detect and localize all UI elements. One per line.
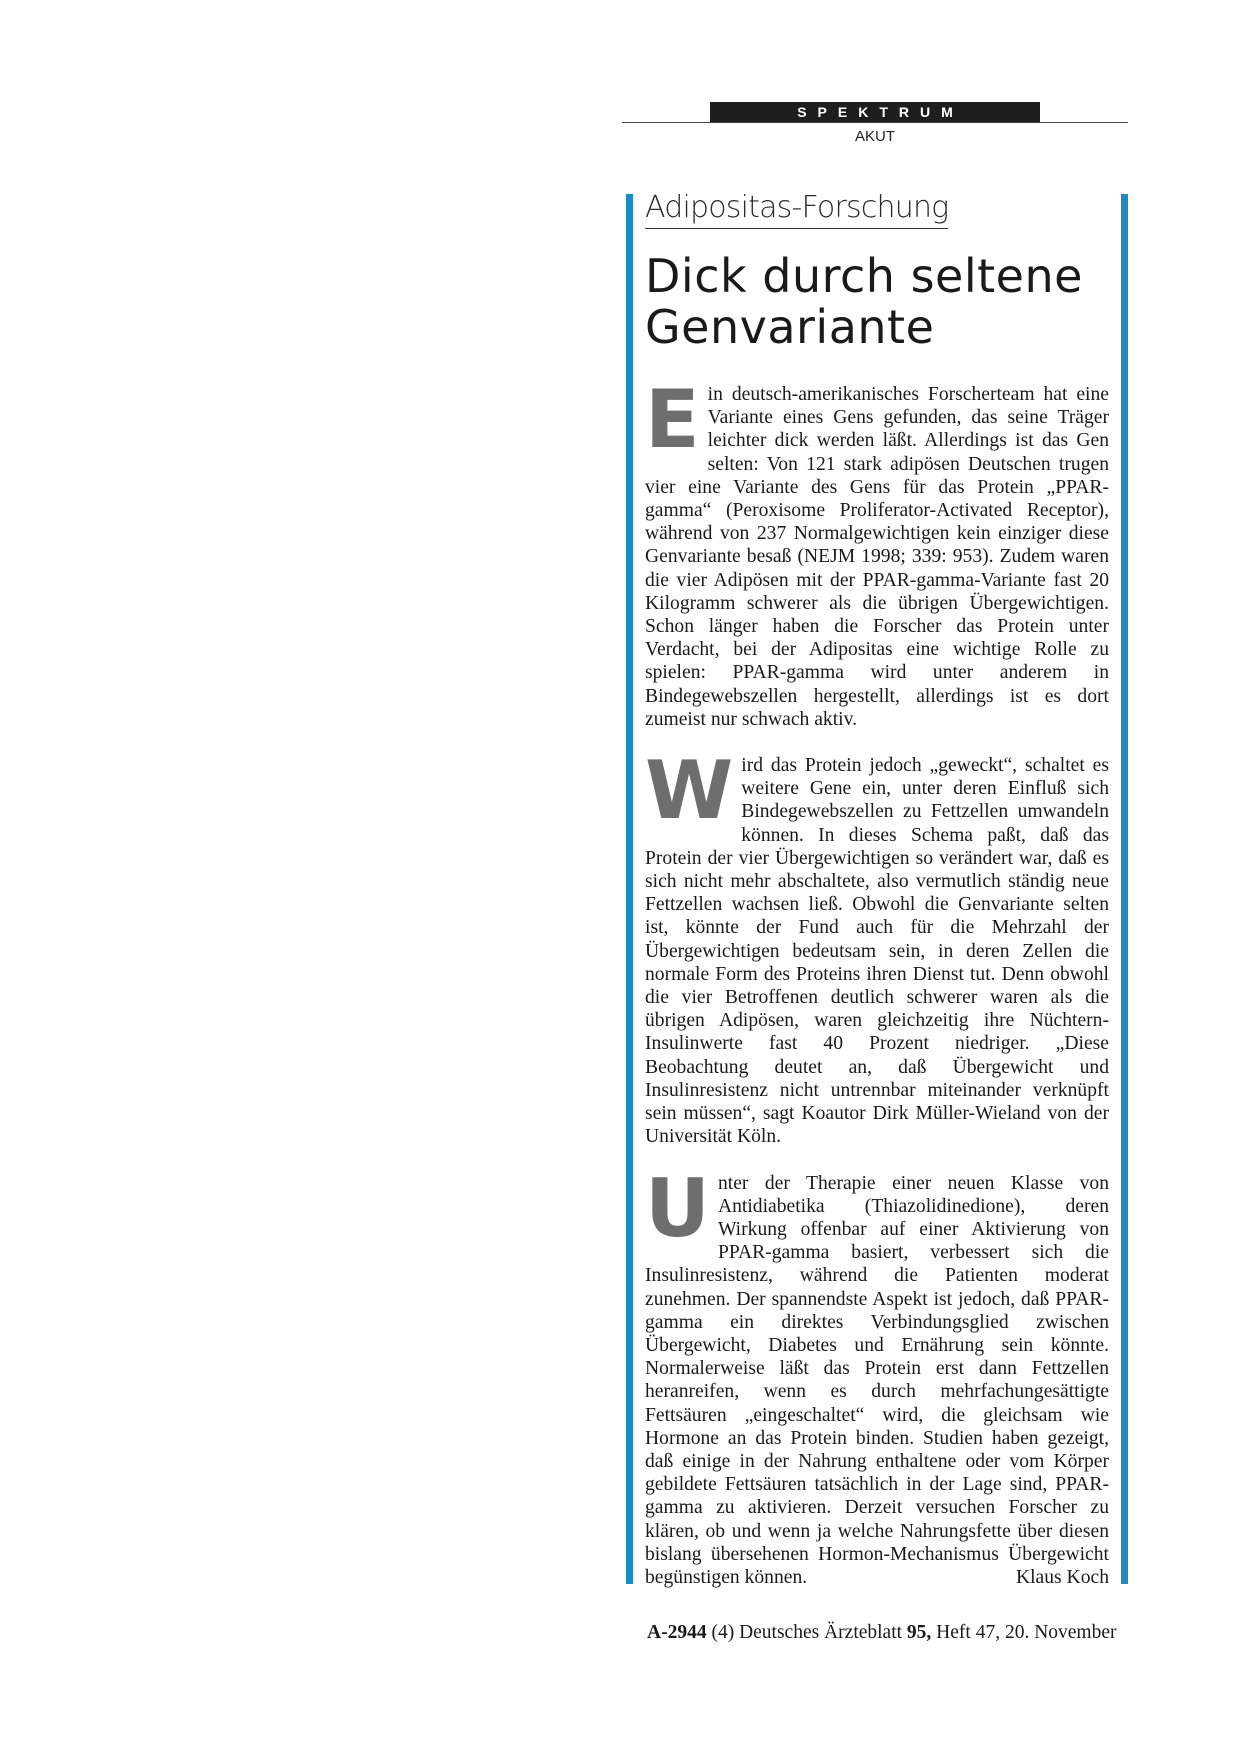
paragraph-text: in deutsch-amerikanisches Forscherteam hat eine Variante eines Gens gefunden, das seine Träger leichter dick werden läßt. Allerdings ist das Gen selten: Von 121 stark adipösen Deutschen trugen vier eine Variante des Gens für das Protein „PPAR-gamma“ (Peroxisome Proliferator-Activated Receptor), während von 237 Normalgewichtigen kein einziger diese Genvariante besaß (NEJM 1998; 339: 953). Zudem waren die vier Adipösen mit der PPAR-gamma-Variante fast 20 Kilogramm schwerer als die übrigen Übergewichtigen. Schon länger haben die Forscher das Protein unter Verdacht, bei der Adipositas eine wichtige Rolle zu spielen: PPAR-gamma wird unter anderem in Bindegewebszellen hergestellt, allerdings ist es dort zumeist nur schwach aktiv. (645, 384, 1109, 730)
article-paragraph (645, 1161, 1109, 1590)
article-paragraph (645, 744, 1109, 1148)
paragraph-text: nter der Therapie einer neuen Klasse von Antidiabetika (Thiazolidinedione), deren Wirkung offenbar auf einer Aktivierung von PPAR-gamma basiert, verbessert sich die Insulinresistenz, während die Patienten moderat zunehmen. Der spannendste Aspekt ist jedoch, daß PPAR-gamma ein direktes Verbindungsglied zwischen Übergewicht, Diabetes und Ernährung sein könnte. Normalerweise läßt das Protein erst dann Fettzellen heranreifen, wenn es durch mehrfachungesättigte Fettsäuren „eingeschaltet“ wird, die gleichsam wie Hormone an das Protein binden. Studien haben gezeigt, daß einige in der Nahrung enthaltene oder vom Körper gebildete Fettsäuren tatsächlich in der Lage sind, PPAR-gamma zu aktivieren. Derzeit versuchen Forscher zu klären, ob und wenn ja welche Nahrungsfette über diesen bislang übersehenen Hormon-Mechanismus Übergewicht begünstigen können. (645, 1172, 1109, 1588)
article (645, 190, 1109, 1612)
article-paragraph (645, 373, 1109, 731)
page-footer (647, 1622, 1147, 1644)
article-headline: Dick durch seltene Genvariante (645, 249, 1083, 354)
footer-volume: 95, (906, 1622, 932, 1643)
accent-bar-right (1121, 194, 1128, 1584)
footer-publication: (4) Deutsches Ärzteblatt (711, 1622, 903, 1643)
drop-cap: W (645, 744, 734, 838)
footer-issue: Heft 47, 20. November (936, 1622, 1117, 1643)
page-number: A-2944 (647, 1622, 707, 1643)
section-sublabel: AKUT (854, 128, 895, 145)
section-rule (622, 122, 1128, 123)
article-author: Klaus Koch (1015, 1566, 1109, 1588)
section-label: SPEKTRUM (710, 102, 1040, 122)
drop-cap: U (645, 1161, 710, 1255)
accent-bar-left (626, 194, 633, 1584)
drop-cap: E (645, 373, 700, 466)
paragraph-text: ird das Protein jedoch „geweckt“, schaltet es weitere Gene ein, unter deren Einfluß sich Bindegewebszellen zu Fettzellen umwandeln können. In dieses Schema paßt, daß das Protein der vier Übergewichtigen so verändert war, daß es sich nicht mehr abschaltete, also vermutlich ständig neue Fettzellen wachsen ließ. Obwohl die Genvariante selten ist, könnte der Fund auch für die Mehrzahl der Übergewichtigen bedeutsam sein, in deren Zellen die normale Form des Proteins ihren Dienst tut. Denn obwohl die vier Betroffenen deutlich schwerer waren als die übrigen Adipösen, waren gleichzeitig ihre Nüchtern-Insulinwerte fast 40 Prozent niedriger. „Diese Beobachtung deutet an, daß Übergewicht und Insulinresistenz nicht untrennbar miteinander verknüpft sein müssen“, sagt Koautor Dirk Müller-Wieland von der Universität Köln. (645, 755, 1109, 1148)
article-kicker: Adipositas-Forschung (645, 190, 948, 229)
